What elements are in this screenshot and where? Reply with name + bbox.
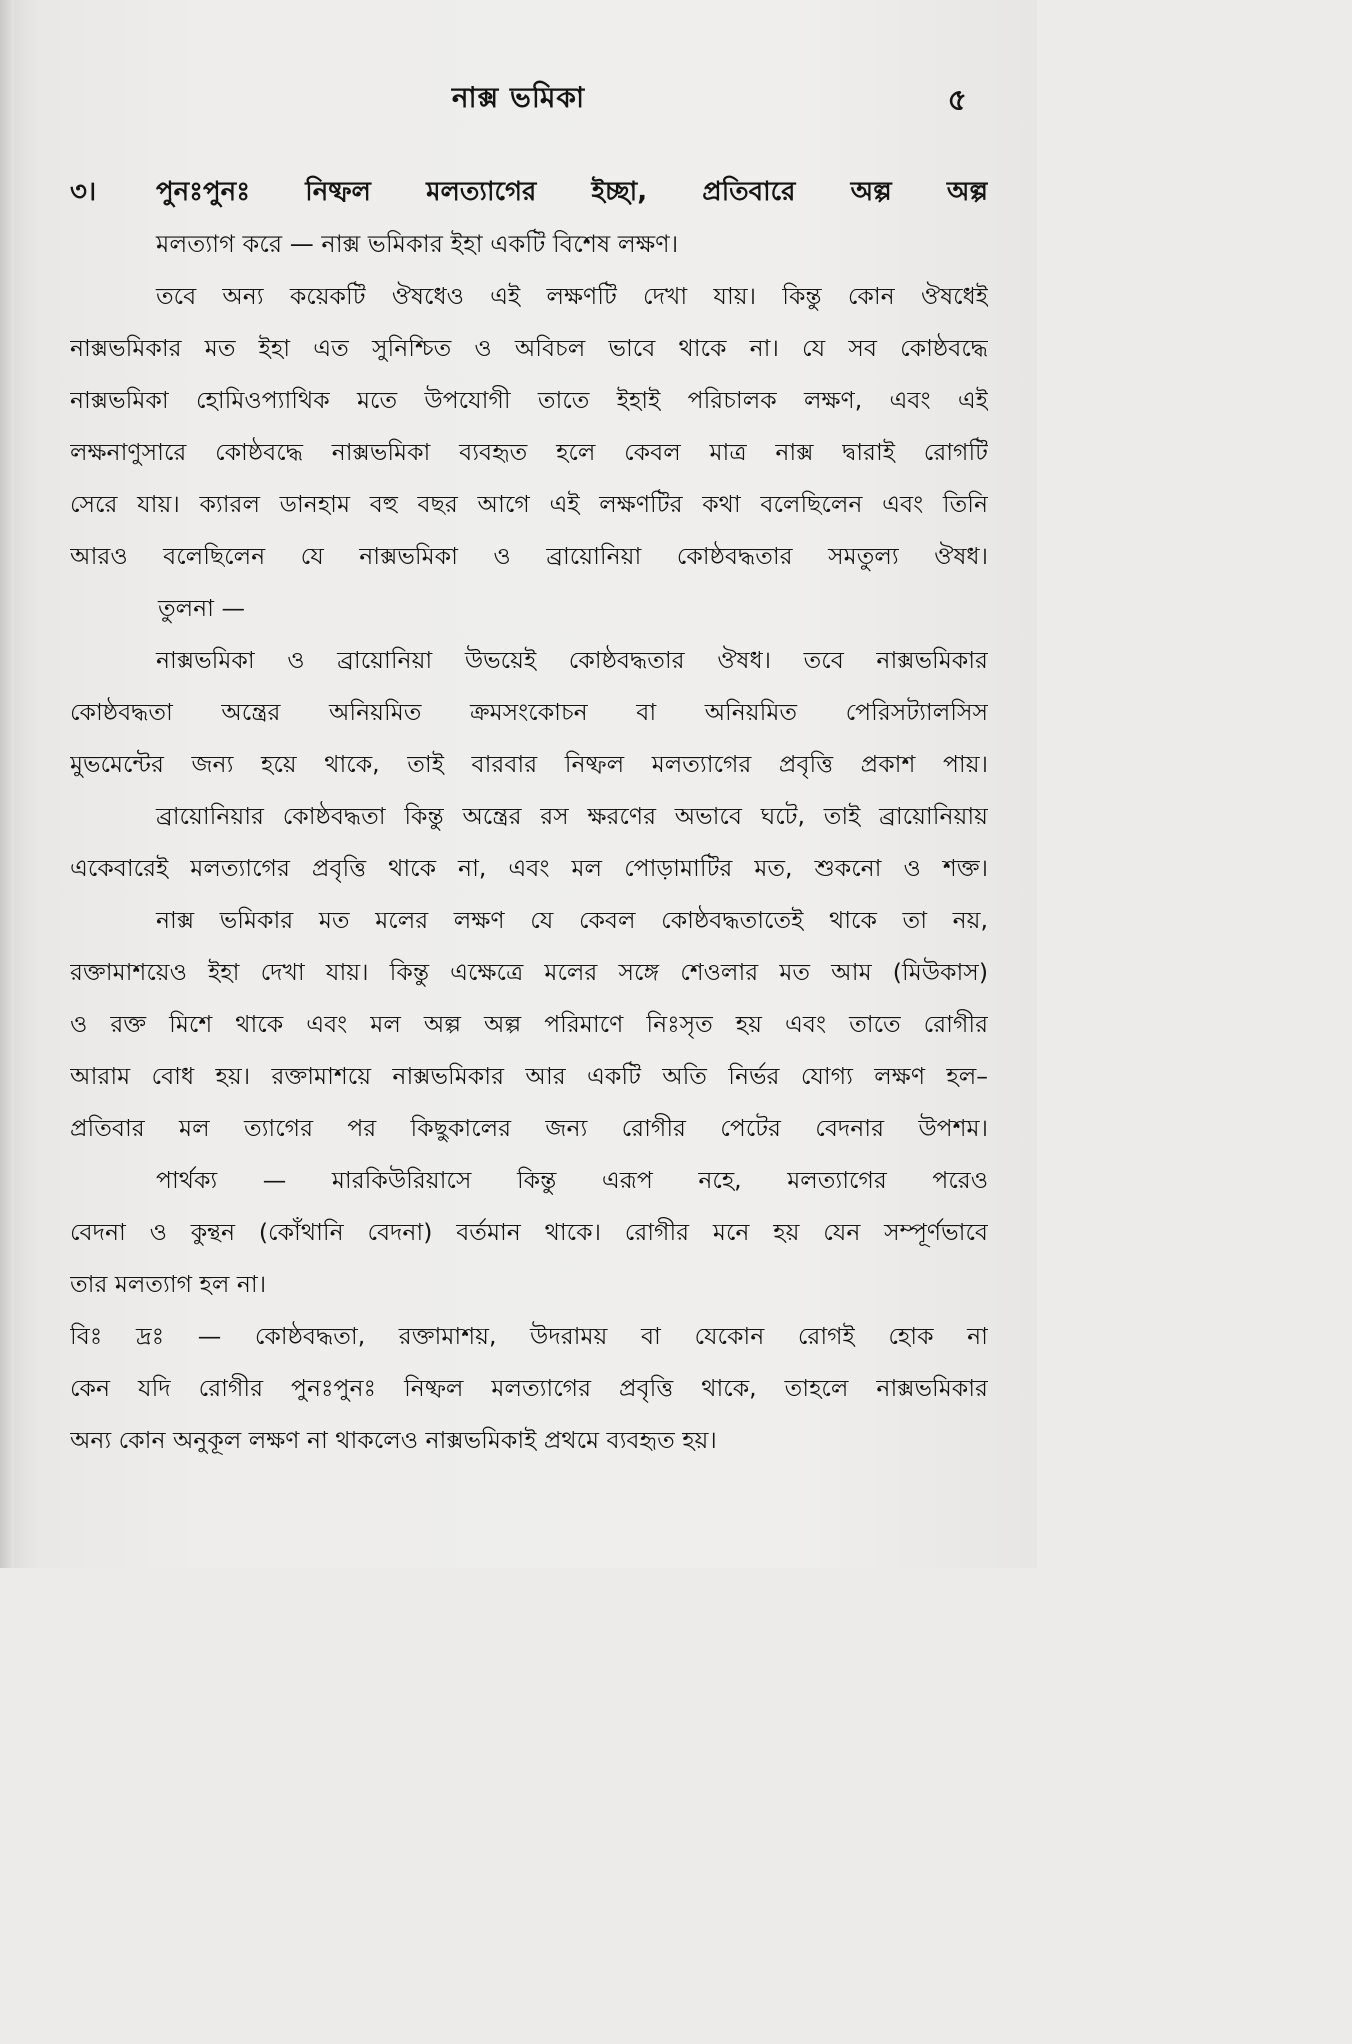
- text-line: কেন যদি রোগীর পুনঃপুনঃ নিষ্ফল মলত্যাগের প্রবৃত্তি থাকে, তাহলে নাক্সভমিকার: [70, 1374, 988, 1402]
- text-line: নাক্স ভমিকার মত মলের লক্ষণ যে কেবল কোষ্ঠবদ্ধতাতেই থাকে তা নয়,: [156, 906, 988, 934]
- text-line: সেরে যায়। ক্যারল ডানহাম বহু বছর আগে এই লক্ষণটির কথা বলেছিলেন এবং তিনি: [70, 490, 988, 518]
- difference-line: পার্থক্য — মারকিউরিয়াসে কিন্তু এরূপ নহে, মলত্যাগের পরেও: [156, 1166, 988, 1194]
- text-line: রক্তামাশয়েও ইহা দেখা যায়। কিন্তু এক্ষেত্রে মলের সঙ্গে শেওলার মত আম (মিউকাস): [70, 958, 988, 986]
- page-header: [0, 76, 1037, 120]
- text-line: নাক্সভমিকার মত ইহা এত সুনিশ্চিত ও অবিচল ভাবে থাকে না। যে সব কোষ্ঠবদ্ধে: [70, 334, 988, 362]
- text-line: আরও বলেছিলেন যে নাক্সভমিকা ও ব্রায়োনিয়া কোষ্ঠবদ্ধতার সমতুল্য ঔষধ।: [70, 542, 988, 570]
- text-line: ও রক্ত মিশে থাকে এবং মল অল্প অল্প পরিমাণে নিঃসৃত হয় এবং তাতে রোগীর: [70, 1010, 988, 1038]
- text-line: আরাম বোধ হয়। রক্তামাশয়ে নাক্সভমিকার আর একটি অতি নির্ভর যোগ্য লক্ষণ হল–: [70, 1062, 988, 1090]
- text-line: কোষ্ঠবদ্ধতা অন্ত্রের অনিয়মিত ক্রমসংকোচন বা অনিয়মিত পেরিসট্যালসিস: [70, 698, 988, 726]
- text-line: বেদনা ও কুন্থন (কোঁথানি বেদনা) বর্তমান থাকে। রোগীর মনে হয় যেন সম্পূর্ণভাবে: [70, 1218, 988, 1246]
- page-spine-shadow: [0, 0, 14, 1568]
- text-line: ব্রায়োনিয়ার কোষ্ঠবদ্ধতা কিন্তু অন্ত্রের রস ক্ষরণের অভাবে ঘটে, তাই ব্রায়োনিয়ায়: [156, 802, 988, 830]
- item-number: ৩।: [70, 177, 97, 207]
- text-line: প্রতিবার মল ত্যাগের পর কিছুকালের জন্য রোগীর পেটের বেদনার উপশম।: [70, 1114, 988, 1142]
- text-line: তবে অন্য কয়েকটি ঔষধেও এই লক্ষণটি দেখা যায়। কিন্তু কোন ঔষধেই: [156, 282, 988, 310]
- text-line: লক্ষনাণুসারে কোষ্ঠবদ্ধে নাক্সভমিকা ব্যবহৃত হলে কেবল মাত্র নাক্স দ্বারাই রোগটি: [70, 438, 988, 466]
- text-line: মুভমেন্টের জন্য হয়ে থাকে, তাই বারবার নিষ্ফল মলত্যাগের প্রবৃত্তি প্রকাশ পায়।: [70, 750, 988, 778]
- running-title: নাক্স ভমিকা: [451, 81, 586, 114]
- page-body: [70, 166, 988, 1466]
- text-line: মলত্যাগ করে — নাক্স ভমিকার ইহা একটি বিশেষ লক্ষণ।: [156, 230, 679, 258]
- page-number: ৫: [947, 83, 967, 118]
- note-line: বিঃ দ্রঃ — কোষ্ঠবদ্ধতা, রক্তামাশয়, উদরাময় বা যেকোন রোগই হোক না: [70, 1322, 988, 1350]
- text-line: নাক্সভমিকা ও ব্রায়োনিয়া উভয়েই কোষ্ঠবদ্ধতার ঔষধ। তবে নাক্সভমিকার: [156, 646, 988, 674]
- text-line: অন্য কোন অনুকূল লক্ষণ না থাকলেও নাক্সভমিকাই প্রথমে ব্যবহৃত হয়।: [70, 1426, 717, 1454]
- text-line: নাক্সভমিকা হোমিওপ্যাথিক মতে উপযোগী তাতে ইহাই পরিচালক লক্ষণ, এবং এই: [70, 386, 988, 414]
- text-line: একেবারেই মলত্যাগের প্রবৃত্তি থাকে না, এবং মল পোড়ামাটির মত, শুকনো ও শক্ত।: [70, 854, 988, 882]
- comparison-heading: তুলনা —: [158, 594, 245, 622]
- text-line: তার মলত্যাগ হল না।: [70, 1270, 267, 1298]
- item-3-first-line: [70, 166, 988, 218]
- item-3-text: পুনঃপুনঃ নিষ্ফল মলত্যাগের ইচ্ছা, প্রতিবারে অল্প অল্প: [156, 177, 988, 207]
